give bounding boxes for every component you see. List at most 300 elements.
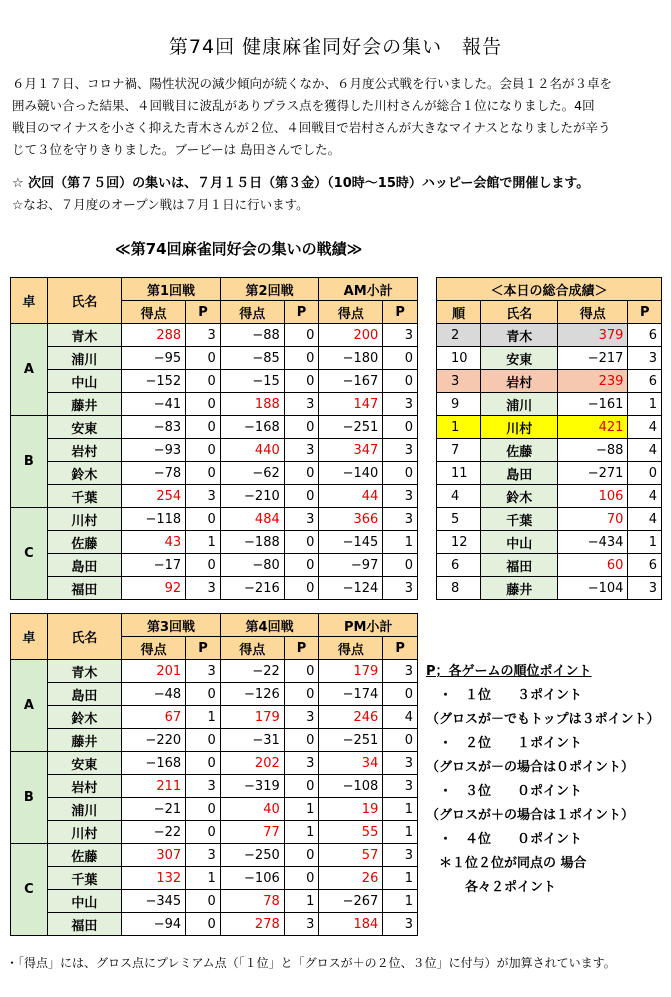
score-cell: −118 [122,508,186,531]
point-cell: 3 [383,393,418,416]
score-cell: −251 [319,416,383,439]
point-cell: 0 [186,416,221,439]
table-row [11,844,418,867]
point-cell: 3 [284,439,319,462]
col-name-header: 氏名 [481,301,558,324]
score-cell: −80 [220,554,284,577]
game-header: 第3回戦 [122,614,221,637]
rank-cell: 4 [437,485,481,508]
point-cell: 0 [186,347,221,370]
table-row [11,462,418,485]
point-cell: 4 [628,439,662,462]
points-note-line: （グロスが－でもトップは３ポイント） [426,712,660,727]
table-row [11,729,418,752]
point-cell: 3 [628,347,662,370]
score-cell: 179 [220,706,284,729]
score-cell: −161 [558,393,628,416]
next-meeting-notice: ☆ 次回（第７５回）の集いは、７月１５日（第３金）（10時～15時）ハッピー会館で開催します。 [12,176,590,191]
score-cell: −97 [319,554,383,577]
point-cell: 0 [186,890,221,913]
player-name: 岩村 [481,370,558,393]
table-row [11,775,418,798]
table-row [11,577,418,600]
point-cell: 3 [284,508,319,531]
score-cell: 67 [122,706,186,729]
point-cell: 0 [186,370,221,393]
player-name: 藤井 [47,393,121,416]
table-label: B [11,416,48,508]
score-cell: 147 [319,393,383,416]
player-name: 福田 [47,577,121,600]
score-cell: −251 [319,729,383,752]
score-cell: 132 [122,867,186,890]
table-row [11,370,418,393]
score-cell: 34 [319,752,383,775]
score-cell: 211 [122,775,186,798]
open-game-notice: ☆なお、７月度のオープン戦は７月１日に行います。 [12,197,309,212]
point-cell: 0 [284,577,319,600]
point-cell: 0 [186,462,221,485]
score-cell: −106 [220,867,284,890]
point-cell: 6 [628,370,662,393]
point-cell: 1 [383,867,418,890]
point-cell: 0 [284,416,319,439]
score-cell: 201 [122,660,186,683]
point-cell: 3 [383,577,418,600]
point-cell: 0 [284,775,319,798]
score-cell: −108 [319,775,383,798]
summary-title: ＜本日の総合成績＞ [437,278,662,301]
am-results-table [10,277,418,600]
summary-row [437,347,662,370]
score-cell: 70 [558,508,628,531]
player-name: 鈴木 [47,706,121,729]
score-cell: −31 [220,729,284,752]
points-note-line: ・ ２位 １ポイント [426,736,583,751]
summary-row [437,508,662,531]
score-cell: 19 [319,798,383,821]
point-cell: 3 [186,660,221,683]
player-name: 安東 [47,416,121,439]
player-name: 鈴木 [47,462,121,485]
score-cell: −15 [220,370,284,393]
points-note-line: ・ １位 ３ポイント [426,688,583,703]
score-cell: −85 [220,347,284,370]
player-name: 岩村 [47,775,121,798]
table-row [11,393,418,416]
point-cell: 3 [186,577,221,600]
point-cell: 0 [284,729,319,752]
summary-row [437,577,662,600]
col-score-header: 得点 [558,301,628,324]
player-name: 鈴木 [481,485,558,508]
rank-cell: 6 [437,554,481,577]
table-row [11,347,418,370]
points-note-line: ＊１位２位が同点の 場合 [426,856,587,871]
point-header: P [284,637,319,660]
point-cell: 6 [628,324,662,347]
point-cell: 1 [383,821,418,844]
score-cell: 78 [220,890,284,913]
point-header: P [186,301,221,324]
score-cell: −152 [122,370,186,393]
points-note-line: P；各ゲームの順位ポイント [426,664,592,679]
rank-cell: 10 [437,347,481,370]
player-name: 川村 [47,821,121,844]
player-name: 安東 [47,752,121,775]
game-header: AM小計 [319,278,418,301]
table-row [11,683,418,706]
score-cell: −140 [319,462,383,485]
table-label: A [11,324,48,416]
score-cell: −174 [319,683,383,706]
score-cell: −345 [122,890,186,913]
point-cell: 1 [383,890,418,913]
point-cell: 0 [383,347,418,370]
table-row [11,660,418,683]
player-name: 福田 [481,554,558,577]
score-cell: 44 [319,485,383,508]
col-name-header: 氏名 [47,614,121,660]
point-cell: 1 [383,798,418,821]
point-header: P [383,301,418,324]
score-cell: −94 [122,913,186,936]
score-cell: −22 [220,660,284,683]
point-cell: 1 [186,867,221,890]
point-cell: 0 [186,752,221,775]
table-row [11,485,418,508]
player-name: 浦川 [481,393,558,416]
player-name: 佐藤 [47,531,121,554]
table-row [11,554,418,577]
player-name: 千葉 [47,867,121,890]
point-cell: 0 [284,660,319,683]
score-cell: −180 [319,347,383,370]
point-cell: 3 [383,775,418,798]
rank-cell: 5 [437,508,481,531]
points-note-line: ・ ４位 ０ポイント [426,832,583,847]
player-name: 藤井 [47,729,121,752]
score-cell: −188 [220,531,284,554]
point-cell: 0 [186,821,221,844]
col-table-header: 卓 [11,278,48,324]
point-cell: 4 [628,508,662,531]
score-cell: 40 [220,798,284,821]
col-table-header: 卓 [11,614,48,660]
results-subtitle: ≪第74回麻雀同好会の集いの戦績≫ [115,240,363,258]
col-rank-header: 順 [437,301,481,324]
player-name: 青木 [47,324,121,347]
player-name: 中山 [47,370,121,393]
point-cell: 0 [186,393,221,416]
point-cell: 1 [284,798,319,821]
table-row [11,913,418,936]
score-cell: −95 [122,347,186,370]
point-cell: 3 [383,485,418,508]
point-cell: 0 [186,439,221,462]
point-cell: 0 [383,370,418,393]
summary-row [437,416,662,439]
table-row [11,439,418,462]
score-cell: 106 [558,485,628,508]
table-row [11,531,418,554]
point-cell: 0 [284,531,319,554]
point-cell: 3 [284,706,319,729]
player-name: 浦川 [47,798,121,821]
page-title: 第74回 健康麻雀同好会の集い 報告 [168,36,503,58]
score-cell: 26 [319,867,383,890]
point-cell: 0 [284,867,319,890]
table-row [11,324,418,347]
table-row [11,416,418,439]
point-cell: 1 [383,531,418,554]
point-header: P [284,301,319,324]
col-p-header: P [628,301,662,324]
score-cell: 55 [319,821,383,844]
report-paragraph: ６月１７日、コロナ禍、陽性状況の減少傾向が続くなか、６月度公式戦を行いました。会員１２名が３卓を 囲み競い合った結果、４回戦目に波乱がありプラス点を獲得した川村さんが総合１位になりました。4回 戦目のマイナスを小さく抑えた青木さんが２位、４回戦目で岩村さんが大きなマイナスとなりましたが辛う じて３位を守りきりました。ブービーは 島田さんでした。 [12,76,613,157]
point-cell: 0 [284,485,319,508]
score-cell: 366 [319,508,383,531]
rank-cell: 2 [437,324,481,347]
score-cell: −62 [220,462,284,485]
point-cell: 0 [383,683,418,706]
point-cell: 1 [186,706,221,729]
points-note-line: ・ ３位 ０ポイント [426,784,583,799]
point-cell: 4 [383,706,418,729]
point-cell: 0 [284,462,319,485]
table-row [11,752,418,775]
score-header: 得点 [220,637,284,660]
pm-results-table [10,613,418,936]
score-cell: −21 [122,798,186,821]
points-note-line: 各々２ポイント [426,880,557,895]
summary-table [436,277,662,600]
player-name: 川村 [481,416,558,439]
point-cell: 0 [284,683,319,706]
point-cell: 6 [628,554,662,577]
game-header: PM小計 [319,614,418,637]
score-header: 得点 [319,301,383,324]
player-name: 青木 [481,324,558,347]
point-cell: 3 [186,775,221,798]
point-cell: 0 [186,729,221,752]
score-cell: −168 [220,416,284,439]
point-cell: 4 [628,485,662,508]
point-cell: 3 [383,913,418,936]
summary-row [437,370,662,393]
point-cell: 0 [186,683,221,706]
score-cell: 77 [220,821,284,844]
summary-row [437,324,662,347]
point-cell: 0 [186,554,221,577]
rank-cell: 12 [437,531,481,554]
score-cell: 239 [558,370,628,393]
points-notes [426,660,666,900]
score-cell: 179 [319,660,383,683]
player-name: 島田 [47,554,121,577]
score-cell: −267 [319,890,383,913]
points-note-line: （グロスが－の場合は０ポイント） [426,760,635,775]
game-header: 第1回戦 [122,278,221,301]
point-cell: 0 [284,324,319,347]
point-header: P [383,637,418,660]
player-name: 島田 [47,683,121,706]
table-label: A [11,660,48,752]
table-row [11,798,418,821]
score-cell: −220 [122,729,186,752]
score-cell: 379 [558,324,628,347]
score-cell: 484 [220,508,284,531]
player-name: 川村 [47,508,121,531]
score-cell: −48 [122,683,186,706]
player-name: 千葉 [47,485,121,508]
score-cell: 421 [558,416,628,439]
table-label: B [11,752,48,844]
score-cell: 92 [122,577,186,600]
rank-cell: 1 [437,416,481,439]
point-cell: 0 [383,462,418,485]
score-cell: −250 [220,844,284,867]
point-cell: 3 [284,393,319,416]
summary-row [437,485,662,508]
player-name: 青木 [47,660,121,683]
score-cell: −124 [319,577,383,600]
score-cell: −88 [558,439,628,462]
score-cell: 278 [220,913,284,936]
table-row [11,508,418,531]
score-cell: 43 [122,531,186,554]
summary-row [437,393,662,416]
table-label: C [11,844,48,936]
point-cell: 0 [383,554,418,577]
score-header: 得点 [122,301,186,324]
point-cell: 0 [284,844,319,867]
point-cell: 0 [284,554,319,577]
score-cell: −319 [220,775,284,798]
score-cell: −83 [122,416,186,439]
score-cell: 307 [122,844,186,867]
point-cell: 0 [284,370,319,393]
score-cell: 184 [319,913,383,936]
player-name: 島田 [481,462,558,485]
point-cell: 0 [284,347,319,370]
score-cell: −167 [319,370,383,393]
player-name: 佐藤 [481,439,558,462]
score-cell: −78 [122,462,186,485]
point-cell: 0 [186,798,221,821]
point-cell: 3 [284,913,319,936]
point-cell: 3 [383,324,418,347]
score-cell: −88 [220,324,284,347]
score-header: 得点 [319,637,383,660]
summary-row [437,531,662,554]
point-cell: 0 [186,913,221,936]
point-cell: 3 [383,660,418,683]
score-cell: 246 [319,706,383,729]
score-cell: −93 [122,439,186,462]
table-label: C [11,508,48,600]
point-cell: 3 [383,508,418,531]
game-header: 第4回戦 [220,614,319,637]
score-cell: 347 [319,439,383,462]
player-name: 安東 [481,347,558,370]
table-row [11,821,418,844]
point-cell: 1 [628,531,662,554]
table-row [11,867,418,890]
score-header: 得点 [220,301,284,324]
score-header: 得点 [122,637,186,660]
score-cell: 202 [220,752,284,775]
point-cell: 0 [383,416,418,439]
point-cell: 0 [383,729,418,752]
rank-cell: 8 [437,577,481,600]
rank-cell: 9 [437,393,481,416]
score-cell: −271 [558,462,628,485]
score-cell: −22 [122,821,186,844]
point-cell: 1 [628,393,662,416]
summary-row [437,554,662,577]
game-header: 第2回戦 [220,278,319,301]
col-name-header: 氏名 [47,278,121,324]
score-cell: 440 [220,439,284,462]
point-cell: 1 [284,890,319,913]
score-cell: −145 [319,531,383,554]
point-cell: 3 [186,844,221,867]
player-name: 浦川 [47,347,121,370]
summary-row [437,439,662,462]
point-cell: 3 [284,752,319,775]
point-cell: 3 [186,324,221,347]
point-cell: 4 [628,416,662,439]
player-name: 千葉 [481,508,558,531]
score-cell: −126 [220,683,284,706]
score-cell: 188 [220,393,284,416]
score-cell: −217 [558,347,628,370]
score-cell: −104 [558,577,628,600]
point-cell: 3 [383,752,418,775]
point-cell: 0 [628,462,662,485]
score-cell: 254 [122,485,186,508]
table-row [11,890,418,913]
player-name: 岩村 [47,439,121,462]
point-cell: 1 [186,531,221,554]
rank-cell: 3 [437,370,481,393]
footer-note: ・「得点」には、グロス点にプレミアム点（「１位」と「グロスが＋の２位、３位」に付与）が加算されています。 [6,956,616,970]
score-cell: 60 [558,554,628,577]
score-cell: 288 [122,324,186,347]
player-name: 中山 [481,531,558,554]
score-cell: −216 [220,577,284,600]
point-cell: 3 [383,844,418,867]
score-cell: −17 [122,554,186,577]
point-cell: 0 [186,508,221,531]
score-cell: 57 [319,844,383,867]
point-cell: 3 [186,485,221,508]
rank-cell: 7 [437,439,481,462]
summary-row [437,462,662,485]
player-name: 佐藤 [47,844,121,867]
score-cell: −41 [122,393,186,416]
table-row [11,706,418,729]
point-cell: 1 [284,821,319,844]
player-name: 中山 [47,890,121,913]
point-header: P [186,637,221,660]
point-cell: 3 [383,439,418,462]
points-note-line: （グロスが＋の場合は１ポイント） [426,808,635,823]
point-cell: 3 [628,577,662,600]
score-cell: −434 [558,531,628,554]
score-cell: −168 [122,752,186,775]
